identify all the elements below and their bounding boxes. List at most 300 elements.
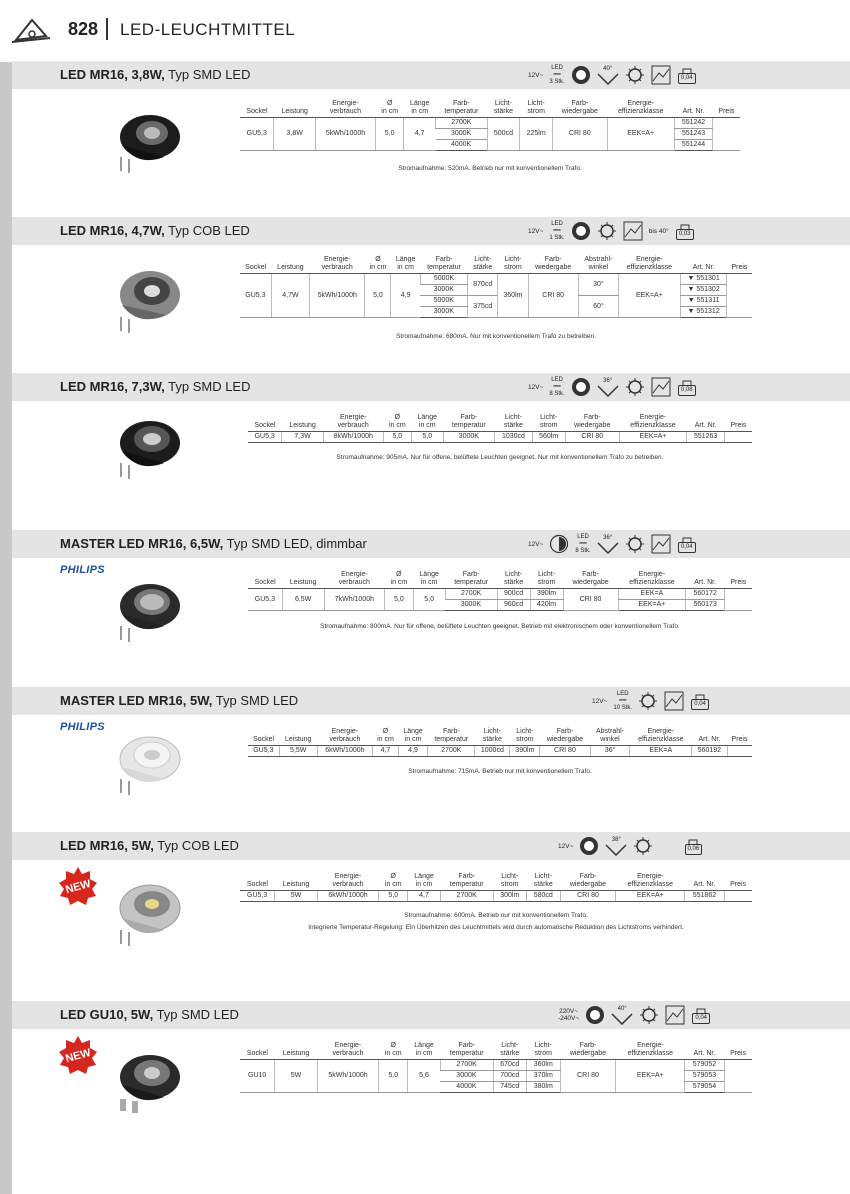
lifetime-icon [571, 377, 591, 397]
header-leistung: Leistung [282, 570, 324, 589]
cell-staerke: 375cd [468, 296, 498, 318]
cell-sockel: GU5,3 [248, 589, 282, 611]
product-image-mr16-silver [108, 265, 188, 345]
spec-table [240, 1041, 752, 1093]
cell-cri: CRI 80 [563, 589, 618, 611]
section-title: LED MR16, 5W, Typ COB LED [60, 838, 239, 853]
feature-icons [558, 834, 703, 858]
cell-temp: 3000K [436, 129, 487, 140]
header-preis: Preis [725, 570, 752, 589]
header-lichtstrom: Licht- strom [510, 727, 540, 746]
cell-strom: 360lm [498, 274, 528, 318]
cell-preis [724, 891, 752, 902]
header-artnr: Art. Nr. [680, 255, 727, 274]
header-artnr: Art. Nr. [686, 413, 724, 432]
cell-preis [713, 118, 740, 151]
section-header [12, 530, 850, 558]
cell-leistung: 3,8W [274, 118, 315, 151]
cell-temp: 3000K [420, 307, 467, 318]
header-verbrauch: Energie- verbrauch [317, 727, 372, 746]
page-number: 828 [68, 19, 99, 39]
section-header [12, 832, 850, 860]
table-row [240, 274, 752, 285]
header-farbwiedergabe: Farb- wiedergabe [560, 872, 616, 891]
temperature-chart-icon [665, 1005, 685, 1025]
cell-eek: EEK=A+ [618, 274, 680, 318]
header-lichtstrom: Licht- strom [530, 570, 563, 589]
header-lichtstrom: Licht- strom [532, 413, 565, 432]
table-row [248, 432, 752, 443]
feature-icons [558, 1003, 711, 1027]
product-section-1 [12, 61, 850, 211]
feature-icons [528, 219, 695, 243]
voltage-label: 12V~ [528, 383, 544, 391]
header-farbtemperatur: Farb- temperatur [420, 255, 467, 274]
cell-eek: EEK=A+ [607, 118, 674, 151]
feature-icons [592, 689, 710, 713]
header-leistung: Leistung [271, 255, 309, 274]
cell-artnr: ▼ 551302 [680, 285, 727, 296]
beam-angle-icon: 40° [611, 1006, 633, 1025]
header-leistung: Leistung [282, 413, 323, 432]
temperature-note: Integrierte Temperatur-Regelung: Ein Überhitzen des Leuchtmittels wird durch automatische Reduktion des Lichtstroms verhindert. [308, 924, 684, 931]
product-image-gu10 [108, 1051, 188, 1127]
temperature-chart-icon [651, 65, 671, 85]
product-section-6 [12, 832, 850, 992]
cell-staerke: 670cd [493, 1060, 527, 1071]
power-note: Stromaufnahme: 680mA. Nur mit konventionellem Trafo zu betreiben. [396, 333, 596, 340]
cell-diameter: 5,0 [385, 589, 413, 611]
feature-icons [528, 375, 697, 399]
cell-staerke: 870cd [468, 274, 498, 296]
table-row [248, 589, 752, 600]
product-image-master-mr16 [108, 578, 188, 650]
cell-staerke: 700cd [493, 1071, 527, 1082]
header-preis: Preis [727, 727, 752, 746]
section-title: MASTER LED MR16, 6,5W, Typ SMD LED, dimmbar [60, 536, 367, 551]
cell-verbrauch: 8kWh/1000h [323, 432, 383, 443]
cell-length: 5,6 [408, 1060, 441, 1093]
header-verbrauch: Energie- verbrauch [317, 872, 379, 891]
section-header [12, 1001, 850, 1029]
cell-cri: CRI 80 [560, 1060, 616, 1093]
energy-cost-icon: 0,04 [677, 67, 697, 84]
header-lichtstrom: Licht- strom [520, 99, 553, 118]
energy-cost-icon: 0,08 [677, 379, 697, 396]
cell-leistung: 6,5W [282, 589, 324, 611]
section-title: LED MR16, 4,7W, Typ COB LED [60, 223, 250, 238]
cell-eek: EEK=A+ [616, 1060, 685, 1093]
cell-strom: 360lm [527, 1060, 561, 1071]
lifetime-icon [585, 1005, 605, 1025]
power-note: Stromaufnahme: 520mA. Betrieb nur mit konventionellem Trafo. [398, 165, 582, 172]
cell-preis [725, 589, 752, 611]
cell-artnr: 560192 [692, 746, 727, 757]
light-bulb-icon [625, 377, 645, 397]
cell-length: 5,0 [413, 589, 445, 611]
header-lichtstaerke: Licht- stärke [527, 872, 561, 891]
header-verbrauch: Energie- verbrauch [317, 1041, 379, 1060]
cell-artnr: ▼ 551312 [680, 307, 727, 318]
energy-cost-icon: 0,04 [690, 693, 710, 710]
cell-artnr: 579053 [685, 1071, 724, 1082]
header-preis: Preis [724, 872, 752, 891]
cell-artnr: 560172 [686, 589, 725, 600]
voltage-label: 12V~ [528, 71, 544, 79]
cell-temp: 3000K [420, 285, 467, 296]
temperature-chart-icon [664, 691, 684, 711]
cell-strom: 370lm [527, 1071, 561, 1082]
product-image-mr16-black [108, 415, 188, 491]
cell-preis [727, 746, 752, 757]
cell-sockel: GU5,3 [240, 891, 275, 902]
power-note: Stromaufnahme: 715mA. Betrieb nur mit konventionellem Trafo. [408, 768, 592, 775]
header-farbwiedergabe: Farb- wiedergabe [560, 1041, 616, 1060]
light-bulb-icon [638, 691, 658, 711]
cell-diameter: 5,0 [379, 891, 408, 902]
header-length: Länge in cm [408, 1041, 441, 1060]
spec-table [248, 413, 752, 443]
cell-sockel: GU10 [240, 1060, 275, 1093]
new-badge-text: NEW [64, 1046, 93, 1066]
cell-staerke: 960cd [497, 600, 530, 611]
cell-length: 4,9 [391, 274, 420, 318]
spec-table [240, 99, 740, 151]
cell-staerke: 580cd [527, 891, 561, 902]
cell-strom: 390lm [530, 589, 563, 600]
light-bulb-icon [639, 1005, 659, 1025]
table-row [240, 118, 740, 129]
cell-staerke: 1030cd [494, 432, 532, 443]
header-lichtstaerke: Licht- stärke [497, 570, 530, 589]
header-leistung: Leistung [279, 727, 317, 746]
header-lichtstrom: Licht- strom [498, 255, 528, 274]
header-farbtemperatur: Farb- temperatur [440, 872, 493, 891]
header-leistung: Leistung [275, 1041, 317, 1060]
cell-strom: 560lm [532, 432, 565, 443]
product-image-mr16-black [108, 109, 188, 179]
header-diameter: Ø in cm [383, 413, 411, 432]
header-lichtstaerke: Licht- stärke [493, 1041, 527, 1060]
header-farbtemperatur: Farb- temperatur [445, 570, 497, 589]
product-section-2 [12, 217, 850, 367]
cell-artnr: 551243 [674, 129, 713, 140]
cell-length: 4,7 [404, 118, 436, 151]
cell-verbrauch: 5kWh/1000h [309, 274, 364, 318]
temperature-chart-icon [651, 377, 671, 397]
cell-strom: 390lm [510, 746, 540, 757]
header-verbrauch: Energie- verbrauch [324, 570, 385, 589]
cell-strom: 420lm [530, 600, 563, 611]
header-sockel: Sockel [248, 570, 282, 589]
header-eek: Energie- effizienzklasse [616, 872, 685, 891]
cell-temp: 5000K [420, 274, 467, 285]
cell-cri: CRI 80 [565, 432, 619, 443]
beam-angle-icon: 38° [605, 837, 627, 856]
cell-artnr: 551244 [674, 140, 713, 151]
voltage-label: 12V~ [592, 697, 608, 705]
header-farbwiedergabe: Farb- wiedergabe [565, 413, 619, 432]
header-diameter: Ø in cm [365, 255, 391, 274]
temperature-chart-icon [651, 534, 671, 554]
header-sockel: Sockel [248, 413, 282, 432]
header-artnr: Art. Nr. [674, 99, 713, 118]
energy-cost-icon: 0,04 [677, 536, 697, 553]
header-leistung: Leistung [274, 99, 315, 118]
cell-diameter: 5,0 [376, 118, 404, 151]
product-section-5 [12, 687, 850, 827]
new-badge-text: NEW [64, 877, 93, 897]
cell-eek: EEK=A [630, 746, 692, 757]
cell-sockel: GU5,3 [240, 274, 271, 318]
section-title: LED MR16, 7,3W, Typ SMD LED [60, 379, 251, 394]
header-eek: Energie- effizienzklasse [607, 99, 674, 118]
header-eek: Energie- effizienzklasse [619, 413, 686, 432]
cell-strom: 300lm [493, 891, 527, 902]
header-diameter: Ø in cm [385, 570, 413, 589]
product-image-master-mr16-white [108, 731, 188, 805]
header-sockel: Sockel [240, 99, 274, 118]
section-header [12, 373, 850, 401]
header-farbwiedergabe: Farb- wiedergabe [528, 255, 578, 274]
table-row [248, 746, 752, 757]
temperature-chart-icon [623, 221, 643, 241]
cell-staerke: 900cd [497, 589, 530, 600]
philips-logo: PHILIPS [60, 564, 105, 576]
led-count-icon: LED ━━ 10 Stk. [613, 690, 633, 711]
header-sockel: Sockel [240, 872, 275, 891]
product-image-mr16-cob [108, 880, 188, 956]
product-section-7 [12, 1001, 850, 1161]
cell-diameter: 5,0 [383, 432, 411, 443]
cell-verbrauch: 5kWh/1000h [315, 118, 375, 151]
cell-eek: EEK=A+ [619, 432, 686, 443]
led-count-icon: LED ━━ 1 Stk. [549, 220, 565, 241]
header-diameter: Ø in cm [373, 727, 399, 746]
header-farbtemperatur: Farb- temperatur [443, 413, 494, 432]
led-count-icon: LED ━━ 8 Stk. [549, 376, 565, 397]
cell-staerke: 1000cd [475, 746, 510, 757]
cell-staerke: 500cd [487, 118, 520, 151]
header-eek: Energie- effizienzklasse [630, 727, 692, 746]
cell-artnr: 579052 [685, 1060, 724, 1071]
energy-cost-icon: 0,03 [675, 223, 695, 240]
cell-artnr: 560173 [686, 600, 725, 611]
cell-length: 5,0 [411, 432, 443, 443]
header-verbrauch: Energie- verbrauch [315, 99, 375, 118]
cell-leistung: 4,7W [271, 274, 309, 318]
light-bulb-icon [625, 65, 645, 85]
title-divider [106, 18, 108, 40]
cell-temp: 2700K [428, 746, 475, 757]
cell-winkel: 60° [578, 296, 618, 318]
light-bulb-icon [633, 836, 653, 856]
header-farbtemperatur: Farb- temperatur [428, 727, 475, 746]
voltage-label: 12V~ [528, 540, 544, 548]
header-length: Länge in cm [391, 255, 420, 274]
header-artnr: Art. Nr. [685, 872, 724, 891]
lamp-category-icon [10, 14, 54, 46]
beam-angle-icon: 36° [597, 535, 619, 554]
power-note: Stromaufnahme: 800mA. Nur für offene, belüftete Leuchten geeignet. Betrieb mit elektronischem oder konventionellem Trafo. [320, 623, 680, 630]
header-artnr: Art. Nr. [685, 1041, 724, 1060]
cell-strom: 380lm [527, 1082, 561, 1093]
spec-table [240, 872, 752, 902]
header-farbwiedergabe: Farb- wiedergabe [540, 727, 590, 746]
header-farbwiedergabe: Farb- wiedergabe [553, 99, 608, 118]
header-preis: Preis [724, 1041, 752, 1060]
header-preis: Preis [727, 255, 752, 274]
cell-cri: CRI 80 [553, 118, 608, 151]
cell-verbrauch: 5kWh/1000h [317, 1060, 379, 1093]
spec-table [240, 255, 752, 318]
cell-length: 4,7 [408, 891, 441, 902]
header-sockel: Sockel [240, 1041, 275, 1060]
voltage-label: 12V~ [528, 227, 544, 235]
section-header [12, 687, 850, 715]
header-diameter: Ø in cm [379, 872, 408, 891]
section-header [12, 61, 850, 89]
voltage-label: 12V~ [558, 842, 574, 850]
header-diameter: Ø in cm [379, 1041, 408, 1060]
product-section-3 [12, 373, 850, 523]
beam-angle-icon: 40° [597, 66, 619, 85]
power-note: Stromaufnahme: 600mA. Betrieb nur mit konventionellem Trafo. [404, 912, 588, 919]
cell-sockel: GU5,3 [248, 746, 279, 757]
cell-eek: EEK=A [618, 589, 686, 600]
page-title: LED-LEUCHTMITTEL [120, 20, 296, 39]
cell-sockel: GU5,3 [248, 432, 282, 443]
header-artnr: Art. Nr. [692, 727, 727, 746]
beam-angle-label: bis 40° [648, 227, 669, 235]
voltage-label: 220V~ -240V~ [558, 1008, 580, 1022]
header-lichtstaerke: Licht- stärke [468, 255, 498, 274]
cell-diameter: 4,7 [373, 746, 399, 757]
cell-verbrauch: 7kWh/1000h [324, 589, 385, 611]
header-verbrauch: Energie- verbrauch [323, 413, 383, 432]
cell-leistung: 5,5W [279, 746, 317, 757]
light-bulb-icon [625, 534, 645, 554]
cell-artnr: ▼ 551301 [680, 274, 727, 285]
cell-cri: CRI 80 [540, 746, 590, 757]
cell-cri: CRI 80 [560, 891, 616, 902]
cell-artnr: 551862 [685, 891, 724, 902]
feature-icons [528, 63, 697, 87]
cell-temp: 2700K [445, 589, 497, 600]
product-section-4 [12, 530, 850, 680]
header-artnr: Art. Nr. [686, 570, 725, 589]
header-lichtstaerke: Licht- stärke [487, 99, 520, 118]
section-title: LED GU10, 5W, Typ SMD LED [60, 1007, 239, 1022]
cell-winkel: 36° [590, 746, 630, 757]
dimmable-icon [549, 534, 569, 554]
header-leistung: Leistung [275, 872, 317, 891]
cell-temp: 3000K [445, 600, 497, 611]
header-abstrahlwinkel: Abstrahl- winkel [578, 255, 618, 274]
cell-temp: 2700K [440, 891, 493, 902]
header-length: Länge in cm [411, 413, 443, 432]
header-sockel: Sockel [248, 727, 279, 746]
beam-angle-icon: 36° [597, 378, 619, 397]
cell-preis [725, 432, 752, 443]
cell-diameter: 5,0 [365, 274, 391, 318]
header-eek: Energie- effizienzklasse [618, 570, 686, 589]
cell-diameter: 5,0 [379, 1060, 408, 1093]
cell-winkel: 30° [578, 274, 618, 296]
cell-leistung: 7,3W [282, 432, 323, 443]
cell-preis [727, 274, 752, 318]
cell-temp: 4000K [440, 1082, 493, 1093]
cell-leistung: 5W [275, 1060, 317, 1093]
cell-temp: 4000K [436, 140, 487, 151]
cell-temp: 5000K [420, 296, 467, 307]
cell-eek: EEK=A+ [616, 891, 685, 902]
header-lichtstaerke: Licht- stärke [494, 413, 532, 432]
header-lichtstrom: Licht- strom [493, 872, 527, 891]
cell-temp: 2700K [436, 118, 487, 129]
cell-cri: CRI 80 [528, 274, 578, 318]
energy-cost-icon: 0,06 [683, 838, 703, 855]
section-header [12, 217, 850, 245]
new-badge [58, 866, 98, 906]
led-count-icon: LED ━━ 3 Stk. [549, 64, 565, 85]
cell-sockel: GU5,3 [240, 118, 274, 151]
cell-temp: 3000K [443, 432, 494, 443]
cell-eek: EEK=A+ [618, 600, 686, 611]
cell-staerke: 745cd [493, 1082, 527, 1093]
header-lichtstaerke: Licht- stärke [475, 727, 510, 746]
new-badge [58, 1035, 98, 1075]
cell-temp: 2700K [440, 1060, 493, 1071]
cell-artnr: ▼ 551311 [680, 296, 727, 307]
lifetime-icon [571, 221, 591, 241]
led-count-icon: LED ━━ 8 Stk. [575, 533, 591, 554]
cell-artnr: 579054 [685, 1082, 724, 1093]
cell-leistung: 5W [275, 891, 317, 902]
header-preis: Preis [713, 99, 740, 118]
header-length: Länge in cm [398, 727, 427, 746]
cell-temp: 3000K [440, 1071, 493, 1082]
cell-verbrauch: 6kWh/1000h [317, 891, 379, 902]
header-verbrauch: Energie- verbrauch [309, 255, 364, 274]
lifetime-icon [571, 65, 591, 85]
header-preis: Preis [725, 413, 752, 432]
header-length: Länge in cm [404, 99, 436, 118]
feature-icons [528, 532, 697, 556]
cell-artnr: 551263 [686, 432, 724, 443]
header-length: Länge in cm [408, 872, 441, 891]
energy-cost-icon: 0,04 [691, 1007, 711, 1024]
cell-strom: 225lm [520, 118, 553, 151]
lifetime-icon [579, 836, 599, 856]
cell-length: 4,9 [398, 746, 427, 757]
philips-logo: PHILIPS [60, 721, 105, 733]
header-diameter: Ø in cm [376, 99, 404, 118]
section-title: LED MR16, 3,8W, Typ SMD LED [60, 67, 251, 82]
left-sidebar-bar [0, 62, 12, 1194]
header-lichtstrom: Licht- strom [527, 1041, 561, 1060]
header-farbtemperatur: Farb- temperatur [440, 1041, 493, 1060]
header-sockel: Sockel [240, 255, 271, 274]
header-eek: Energie- effizienzklasse [616, 1041, 685, 1060]
header-abstrahlwinkel: Abstrahl- winkel [590, 727, 630, 746]
header-farbwiedergabe: Farb- wiedergabe [563, 570, 618, 589]
spec-table [248, 727, 752, 757]
header-farbtemperatur: Farb- temperatur [436, 99, 487, 118]
header-length: Länge in cm [413, 570, 445, 589]
table-row [240, 891, 752, 902]
power-note: Stromaufnahme: 905mA. Nur für offene, belüftete Leuchten geeignet. Nur mit konventionellem Trafo zu betreiben. [336, 454, 664, 461]
